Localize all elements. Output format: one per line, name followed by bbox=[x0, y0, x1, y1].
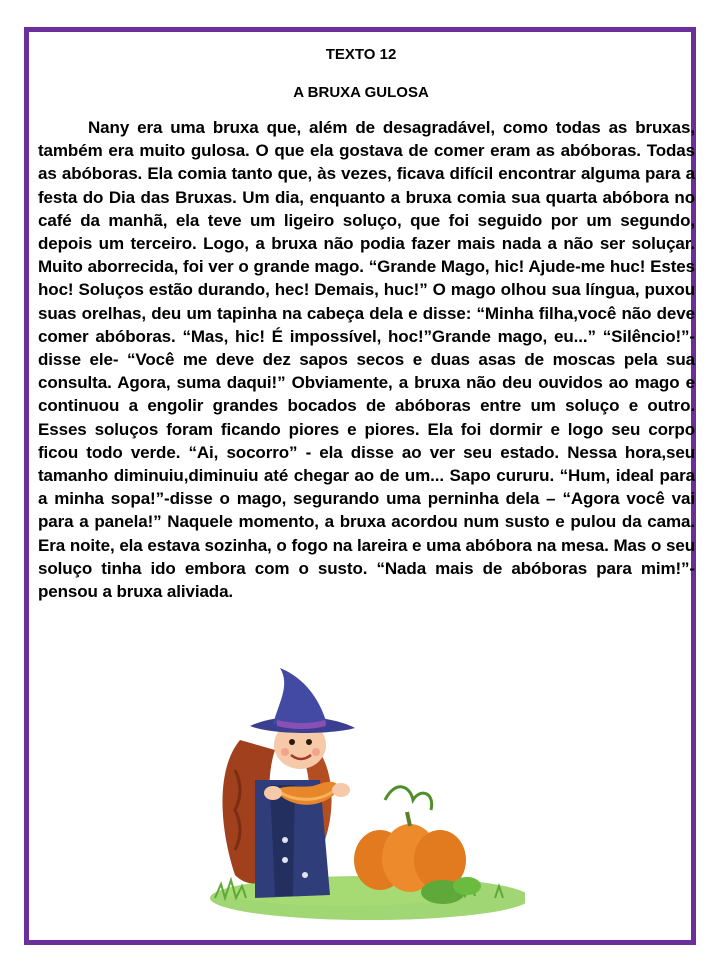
story-title: A BRUXA GULOSA bbox=[293, 84, 429, 101]
witch-with-pumpkins-icon bbox=[195, 660, 525, 930]
pumpkins bbox=[354, 787, 481, 904]
witch-hat bbox=[250, 668, 355, 733]
text-number: TEXTO 12 bbox=[325, 46, 397, 63]
story-body: Nany era uma bruxa que, além de desagradável, como todas as bruxas, também era muito gulosa. O que ela gostava de comer eram as abóboras. Todas as abóboras. Ela comia tanto que, às vezes, ficava difícil encontrar alguma para a festa do Dia das Bruxas. Um dia, enquanto a bruxa comia sua quarta abóbora no café da manhã, ela teve um ligeiro soluço, que foi seguido por um segundo, depois um terceiro. Logo, a bruxa não podia fazer mais nada a não ser soluçar. Muito aborrecida, foi ver o grande mago. “Grande Mago, hic! Ajude-me huc! Estes hoc! Soluços estão durando, hec! Demais, huc!” O mago olhou sua língua, puxou suas orelhas, deu um tapinha na cabeça dela e disse: “Minha filha,você não deve comer abóboras. “Mas, hic! É impossível, hoc!”Grande mago, eu...” “Silêncio!”- disse ele- “Você me deve dez sapos secos e duas asas de moscas pela sua consulta. Agora, suma daqui!” Obviamente, a bruxa não deu ouvidos ao mago e continuou a engolir grandes bocados de abóboras entre um soluço e outro. Esses soluços foram ficando piores e piores. Ela foi dormir e logo seu corpo ficou todo verde. “Ai, socorro” - ela disse ao ver seu estado. Nessa hora,seu tamanho diminuiu,diminuiu até chegar ao de um... Sapo cururu. “Hum, ideal para a minha sopa!”-disse o mago, segurando uma perninha dela – “Agora você vai para a panela!” Naquele momento, a bruxa acordou num susto e pulou da cama. Era noite, ela estava sozinha, o fogo na lareira e uma abóbora na mesa. Mas o seu soluço tinha ido embora com o susto. “Nada mais de abóboras para mim!”- pensou a bruxa aliviada. bbox=[38, 118, 695, 602]
